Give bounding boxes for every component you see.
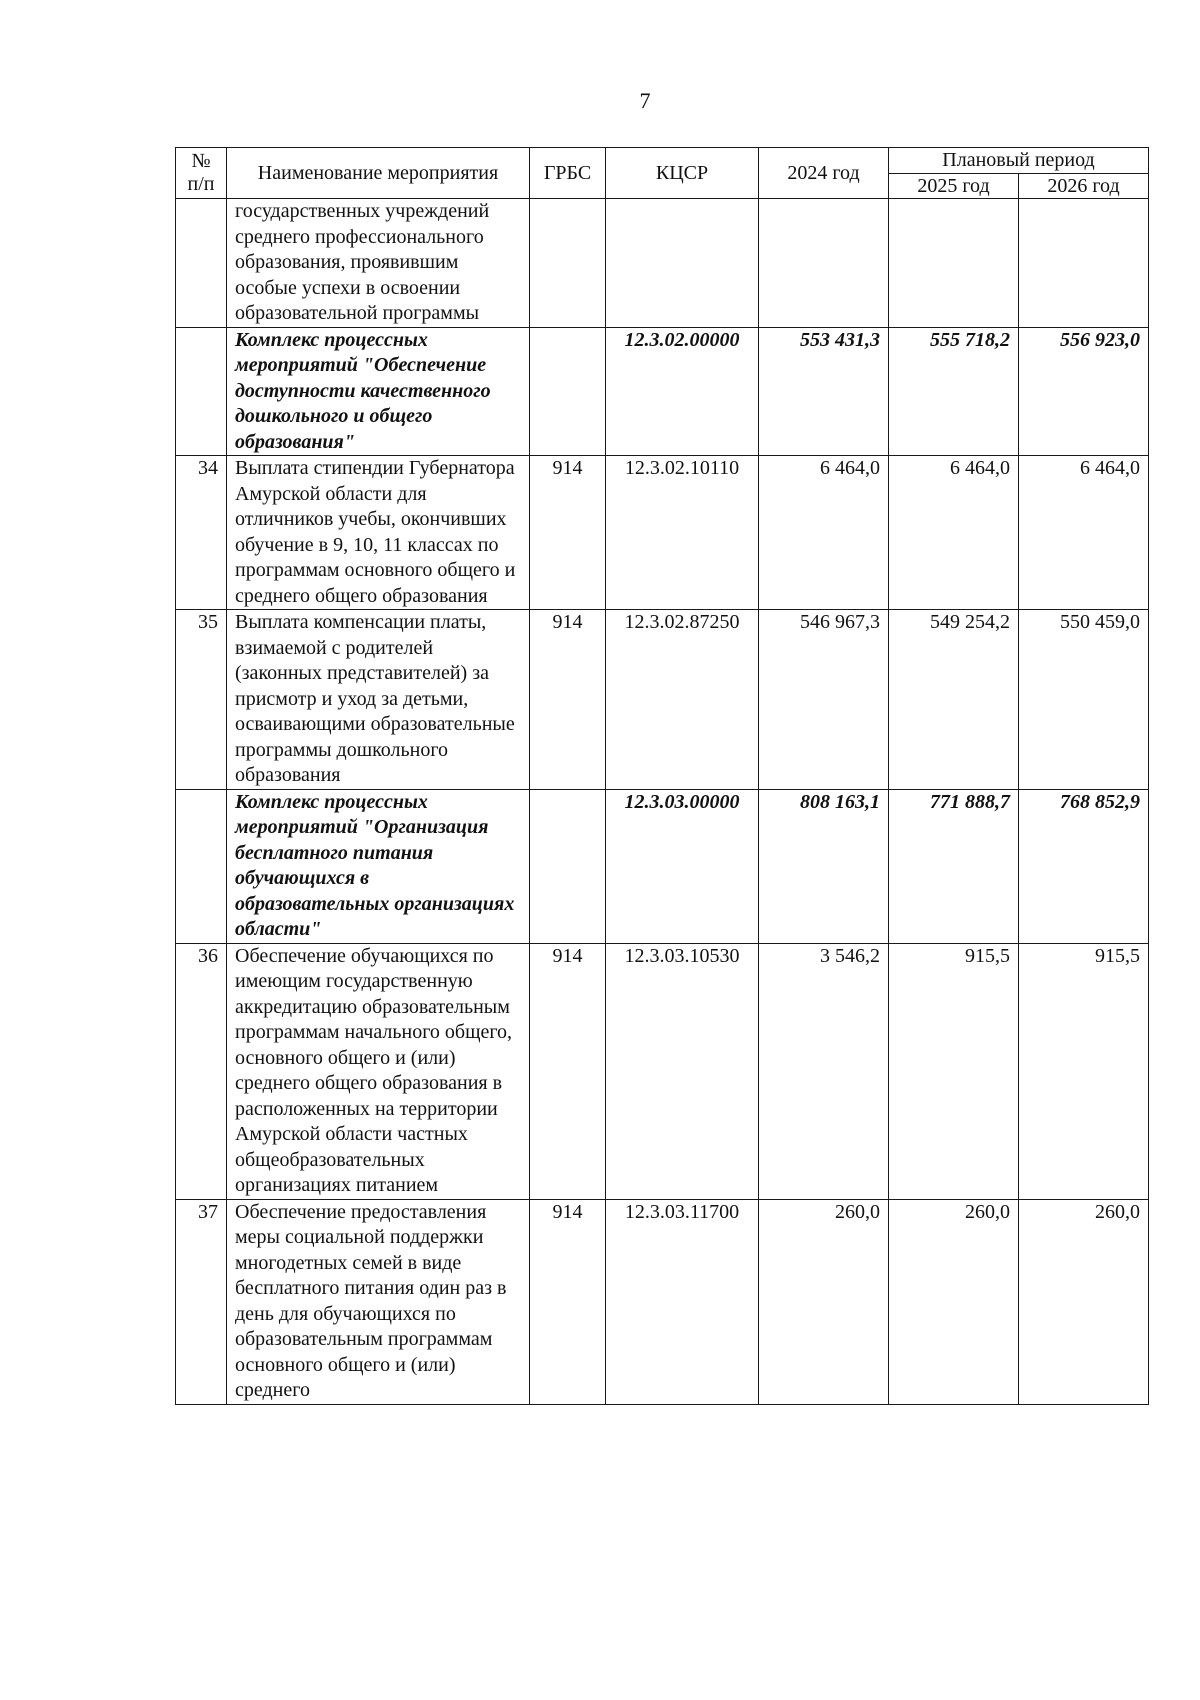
table-row: [176, 456, 1149, 610]
row-name: Комплекс процессных мероприятий "Организация бесплатного питания обучающихся в образовательных организациях области": [227, 789, 530, 943]
table-row: [176, 610, 1149, 790]
row-2025: 6 464,0: [889, 456, 1019, 610]
header-name: Наименование мероприятия: [227, 148, 530, 199]
row-name: Обеспечение предоставления меры социальной поддержки многодетных семей в виде бесплатного питания один раз в день для обучающихся по образовательным программам основного общего и (или) среднего: [227, 1199, 530, 1404]
row-2026: 768 852,9: [1019, 789, 1149, 943]
row-kcsr: 12.3.03.11700: [606, 1199, 759, 1404]
header-planned-period: Плановый период: [889, 148, 1149, 174]
row-kcsr: 12.3.02.00000: [606, 327, 759, 456]
table-row: [176, 199, 1149, 328]
header-kcsr: КЦСР: [606, 148, 759, 199]
table-row: [176, 1199, 1149, 1404]
row-num: 35: [176, 610, 227, 790]
row-2024: 546 967,3: [759, 610, 889, 790]
table-row: [176, 943, 1149, 1199]
row-2025: 771 888,7: [889, 789, 1019, 943]
row-num: 37: [176, 1199, 227, 1404]
row-2024: 3 546,2: [759, 943, 889, 1199]
row-2024: 6 464,0: [759, 456, 889, 610]
header-2026: 2026 год: [1019, 174, 1149, 199]
row-2024: 808 163,1: [759, 789, 889, 943]
row-grbs: 914: [530, 456, 606, 610]
row-2026: 915,5: [1019, 943, 1149, 1199]
row-2025: 915,5: [889, 943, 1019, 1199]
row-2026: 260,0: [1019, 1199, 1149, 1404]
row-2026: 550 459,0: [1019, 610, 1149, 790]
row-name: Выплата стипендии Губернатора Амурской области для отличников учебы, окончивших обучение в 9, 10, 11 классах по программам основного общего и среднего общего образования: [227, 456, 530, 610]
row-2026: [1019, 199, 1149, 328]
header-2024: 2024 год: [759, 148, 889, 199]
row-kcsr: 12.3.02.87250: [606, 610, 759, 790]
row-name: Комплекс процессных мероприятий "Обеспечение доступности качественного дошкольного и общего образования": [227, 327, 530, 456]
row-grbs: 914: [530, 1199, 606, 1404]
header-grbs: ГРБС: [530, 148, 606, 199]
row-2026: 6 464,0: [1019, 456, 1149, 610]
row-2025: 555 718,2: [889, 327, 1019, 456]
row-grbs: 914: [530, 610, 606, 790]
budget-table: [175, 147, 1149, 1405]
row-2025: 260,0: [889, 1199, 1019, 1404]
table-row-complex: [176, 327, 1149, 456]
row-name: Обеспечение обучающихся по имеющим государственную аккредитацию образовательным программам начального общего, основного общего и (или) среднего общего образования в расположенных на территории Амурской области частных общеобразовательных организациях питанием: [227, 943, 530, 1199]
row-num: [176, 327, 227, 456]
table-row-complex: [176, 789, 1149, 943]
row-kcsr: 12.3.03.10530: [606, 943, 759, 1199]
header-2025: 2025 год: [889, 174, 1019, 199]
row-num: [176, 199, 227, 328]
row-grbs: [530, 789, 606, 943]
row-2024: [759, 199, 889, 328]
row-2026: 556 923,0: [1019, 327, 1149, 456]
row-grbs: [530, 327, 606, 456]
row-name: Выплата компенсации платы, взимаемой с родителей (законных представителей) за присмотр и уход за детьми, осваивающими образовательные программы дошкольного образования: [227, 610, 530, 790]
page-number: 7: [639, 88, 651, 113]
row-num: [176, 789, 227, 943]
row-grbs: [530, 199, 606, 328]
row-2024: 260,0: [759, 1199, 889, 1404]
row-num: 34: [176, 456, 227, 610]
row-kcsr: [606, 199, 759, 328]
row-kcsr: 12.3.02.10110: [606, 456, 759, 610]
row-2024: 553 431,3: [759, 327, 889, 456]
row-2025: [889, 199, 1019, 328]
row-num: 36: [176, 943, 227, 1199]
row-2025: 549 254,2: [889, 610, 1019, 790]
header-num: № п/п: [176, 148, 227, 199]
row-name: государственных учреждений среднего профессионального образования, проявившим особые успехи в освоении образовательной программы: [227, 199, 530, 328]
row-kcsr: 12.3.03.00000: [606, 789, 759, 943]
row-grbs: 914: [530, 943, 606, 1199]
